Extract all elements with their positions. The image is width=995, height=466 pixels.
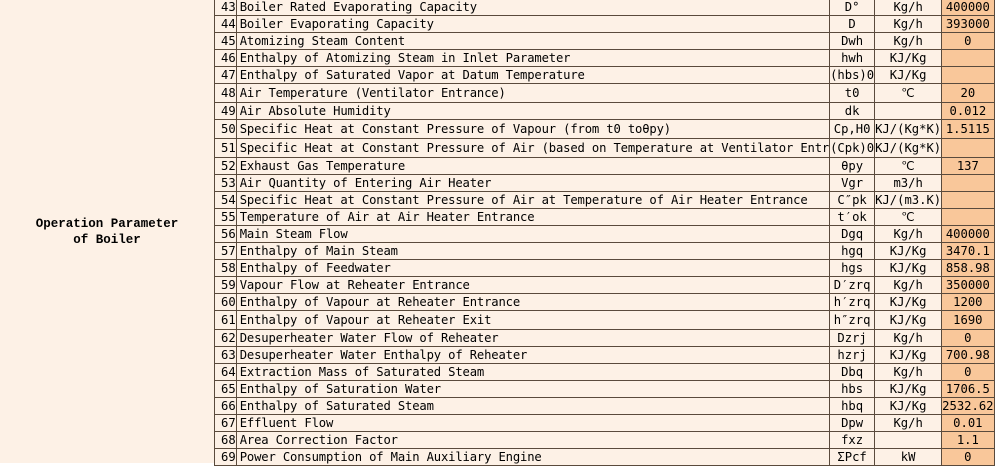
parameter-name-cell[interactable]: Exhaust Gas Temperature (236, 158, 829, 175)
value-cell[interactable]: 1.1 (942, 432, 994, 449)
symbol-cell[interactable]: Dzrj (830, 330, 875, 347)
unit-cell[interactable]: KJ/Kg (875, 243, 942, 260)
parameter-name-cell[interactable]: Desuperheater Water Flow of Reheater (236, 330, 829, 347)
table-row (215, 158, 995, 175)
symbol-cell[interactable]: Dwh (830, 33, 875, 50)
row-number-cell[interactable]: 60 (215, 294, 237, 311)
symbol-cell[interactable]: hgs (830, 260, 875, 277)
row-number-cell[interactable]: 49 (215, 103, 237, 120)
row-number-cell[interactable]: 64 (215, 364, 237, 381)
table-row (215, 260, 995, 277)
unit-cell[interactable]: ℃ (875, 84, 942, 103)
value-cell[interactable] (942, 139, 994, 158)
symbol-cell[interactable]: (Cpk)0 (830, 139, 875, 158)
value-cell[interactable]: 0 (942, 364, 994, 381)
row-number-cell[interactable]: 45 (215, 33, 237, 50)
symbol-cell[interactable]: D′zrq (830, 277, 875, 294)
parameter-name-cell[interactable]: Enthalpy of Feedwater (236, 260, 829, 277)
parameter-name-cell[interactable]: Air Absolute Humidity (236, 103, 829, 120)
row-number-cell[interactable]: 63 (215, 347, 237, 364)
symbol-cell[interactable]: hzrj (830, 347, 875, 364)
table-row (215, 16, 995, 33)
row-number-cell[interactable]: 55 (215, 209, 237, 226)
table-row (215, 294, 995, 311)
table-row (215, 330, 995, 347)
unit-cell[interactable]: Kg/h (875, 226, 942, 243)
row-number-cell[interactable]: 52 (215, 158, 237, 175)
table-row (215, 347, 995, 364)
parameter-name-cell[interactable]: Atomizing Steam Content (236, 33, 829, 50)
parameter-name-cell[interactable]: Enthalpy of Saturated Steam (236, 398, 829, 415)
parameter-name-cell[interactable]: Enthalpy of Saturated Vapor at Datum Temperature (236, 67, 829, 84)
row-number-cell[interactable]: 58 (215, 260, 237, 277)
value-cell[interactable] (942, 175, 994, 192)
unit-cell[interactable]: Kg/h (875, 16, 942, 33)
value-cell[interactable]: 400000 (942, 226, 994, 243)
unit-cell[interactable]: Kg/h (875, 415, 942, 432)
unit-cell[interactable]: KJ/Kg (875, 294, 942, 311)
parameter-table (214, 0, 995, 466)
parameter-name-cell[interactable]: Desuperheater Water Enthalpy of Reheater (236, 347, 829, 364)
unit-cell[interactable]: KJ/Kg (875, 381, 942, 398)
table-row (215, 277, 995, 294)
unit-cell[interactable]: KJ/(Kg*K) (875, 139, 942, 158)
unit-cell[interactable]: KJ/Kg (875, 347, 942, 364)
value-cell[interactable]: 1706.5 (942, 381, 994, 398)
group-cell[interactable] (0, 0, 215, 463)
symbol-cell[interactable]: Dpw (830, 415, 875, 432)
row-number-cell[interactable]: 67 (215, 415, 237, 432)
value-cell[interactable]: 0.012 (942, 103, 994, 120)
symbol-cell[interactable]: hbs (830, 381, 875, 398)
unit-cell[interactable] (875, 103, 942, 120)
unit-cell[interactable]: KJ/(m3.K) (875, 192, 942, 207)
table-row (215, 364, 995, 381)
row-number-cell[interactable]: 59 (215, 277, 237, 294)
unit-cell[interactable]: ℃ (875, 158, 942, 175)
symbol-cell[interactable]: Dgq (830, 226, 875, 243)
symbol-cell[interactable]: ΣPcf (830, 449, 875, 466)
value-cell[interactable]: 0 (942, 449, 994, 466)
value-cell[interactable]: 393000 (942, 16, 994, 33)
table-row (215, 311, 995, 330)
row-number-cell[interactable]: 66 (215, 398, 237, 415)
value-cell[interactable]: 350000 (942, 277, 994, 294)
symbol-cell[interactable]: D (830, 16, 875, 33)
parameter-name-cell[interactable]: Enthalpy of Saturation Water (236, 381, 829, 398)
row-number-cell[interactable]: 46 (215, 50, 237, 67)
row-number-cell[interactable]: 43 (215, 0, 237, 16)
symbol-cell[interactable]: θpy (830, 158, 875, 175)
unit-cell[interactable]: KJ/Kg (875, 398, 942, 415)
row-number-cell[interactable]: 68 (215, 432, 237, 449)
unit-cell[interactable]: Kg/h (875, 364, 942, 381)
row-number-cell[interactable]: 65 (215, 381, 237, 398)
unit-cell[interactable]: Kg/h (875, 0, 942, 16)
parameter-name-cell[interactable]: Boiler Rated Evaporating Capacity (236, 0, 829, 16)
parameter-name-cell[interactable]: Vapour Flow at Reheater Entrance (236, 277, 829, 294)
value-cell[interactable]: 1690 (942, 311, 994, 330)
unit-cell[interactable]: KJ/Kg (875, 67, 942, 84)
parameter-name-cell[interactable]: Temperature of Air at Air Heater Entrance (236, 209, 829, 226)
value-cell[interactable] (942, 67, 994, 84)
table-row (215, 226, 995, 243)
parameter-name-cell[interactable]: Boiler Evaporating Capacity (236, 16, 829, 33)
value-cell[interactable] (942, 209, 994, 226)
row-number-cell[interactable]: 54 (215, 192, 237, 209)
parameter-name-cell[interactable]: Specific Heat at Constant Pressure of Air (based on Temperature at Ventilator Entr (236, 139, 829, 158)
value-cell[interactable]: 0.01 (942, 415, 994, 432)
unit-cell[interactable]: KJ/Kg (875, 311, 942, 330)
table-row (215, 243, 995, 260)
parameter-name-cell[interactable]: Main Steam Flow (236, 226, 829, 243)
table-row (215, 398, 995, 415)
value-cell[interactable]: 20 (942, 84, 994, 103)
symbol-cell[interactable]: hbq (830, 398, 875, 415)
unit-cell[interactable]: KJ/Kg (875, 50, 942, 67)
value-cell[interactable]: 0 (942, 330, 994, 347)
value-cell[interactable]: 700.98 (942, 347, 994, 364)
table-row (215, 50, 995, 67)
symbol-cell[interactable]: t0 (830, 84, 875, 103)
unit-cell[interactable]: ℃ (875, 209, 942, 226)
table-row (215, 139, 995, 158)
unit-cell[interactable]: kW (875, 449, 942, 466)
table-row (215, 67, 995, 84)
symbol-cell[interactable]: Cp,H0 (830, 120, 875, 139)
symbol-cell[interactable]: fxz (830, 432, 875, 449)
group-label: Operation Parameter of Boiler (35, 216, 179, 247)
unit-cell[interactable]: Kg/h (875, 33, 942, 50)
row-number-cell[interactable]: 56 (215, 226, 237, 243)
symbol-cell[interactable]: hwh (830, 50, 875, 67)
value-cell[interactable]: 400000 (942, 0, 994, 16)
row-number-cell[interactable]: 69 (215, 449, 237, 466)
parameter-name-cell[interactable]: Enthalpy of Vapour at Reheater Entrance (236, 294, 829, 311)
parameter-name-cell[interactable]: Extraction Mass of Saturated Steam (236, 364, 829, 381)
unit-cell[interactable]: KJ/Kg (875, 260, 942, 277)
value-cell[interactable] (942, 50, 994, 67)
parameter-name-cell[interactable]: Specific Heat at Constant Pressure of Air at Temperature of Air Heater Entrance (236, 192, 829, 209)
row-number-cell[interactable]: 50 (215, 120, 237, 139)
parameter-name-cell[interactable]: Enthalpy of Vapour at Reheater Exit (236, 311, 829, 330)
row-number-cell[interactable]: 53 (215, 175, 237, 192)
table-row (215, 33, 995, 50)
parameter-name-cell[interactable]: Area Correction Factor (236, 432, 829, 449)
parameter-name-cell[interactable]: Effluent Flow (236, 415, 829, 432)
symbol-cell[interactable]: hgq (830, 243, 875, 260)
row-number-cell[interactable]: 61 (215, 311, 237, 330)
parameter-name-cell[interactable]: Air Temperature (Ventilator Entrance) (236, 84, 829, 103)
unit-cell[interactable]: Kg/h (875, 330, 942, 347)
table-row (215, 415, 995, 432)
unit-cell[interactable]: m3/h (875, 175, 942, 192)
value-cell[interactable] (942, 192, 994, 209)
row-number-cell[interactable]: 48 (215, 84, 237, 103)
unit-cell[interactable]: KJ/(Kg*K) (875, 120, 942, 139)
value-cell[interactable]: 858.98 (942, 260, 994, 277)
symbol-cell[interactable]: Vgr (830, 175, 875, 192)
parameter-name-cell[interactable]: Enthalpy of Atomizing Steam in Inlet Parameter (236, 50, 829, 67)
symbol-cell[interactable]: D° (830, 0, 875, 16)
unit-cell[interactable] (875, 432, 942, 449)
value-cell[interactable]: 1200 (942, 294, 994, 311)
row-number-cell[interactable]: 47 (215, 67, 237, 84)
symbol-cell[interactable]: (hbs)0 (830, 67, 875, 82)
unit-cell[interactable]: Kg/h (875, 277, 942, 294)
symbol-cell[interactable]: dk (830, 103, 875, 120)
value-cell[interactable]: 1.5115 (942, 120, 994, 139)
symbol-cell[interactable]: Dbq (830, 364, 875, 381)
row-number-cell[interactable]: 44 (215, 16, 237, 33)
table-row (215, 449, 995, 466)
row-number-cell[interactable]: 57 (215, 243, 237, 260)
value-cell[interactable]: 3470.1 (942, 243, 994, 260)
table-row (215, 381, 995, 398)
parameter-name-cell[interactable]: Air Quantity of Entering Air Heater (236, 175, 829, 192)
table-row (215, 209, 995, 226)
value-cell[interactable]: 137 (942, 158, 994, 175)
symbol-cell[interactable]: t′ok (830, 209, 875, 226)
value-cell[interactable]: 0 (942, 33, 994, 50)
row-number-cell[interactable]: 62 (215, 330, 237, 347)
table-row (215, 175, 995, 192)
symbol-cell[interactable]: h′zrq (830, 294, 875, 311)
parameter-name-cell[interactable]: Power Consumption of Main Auxiliary Engine (236, 449, 829, 466)
parameter-name-cell[interactable]: Specific Heat at Constant Pressure of Vapour (from t0 toθpy) (236, 120, 829, 139)
table-row (215, 84, 995, 103)
table-row (215, 432, 995, 449)
row-number-cell[interactable]: 51 (215, 139, 237, 158)
value-cell[interactable]: 2532.62 (942, 398, 994, 413)
table-row (215, 192, 995, 209)
symbol-cell[interactable]: C″pk (830, 192, 875, 209)
table-row (215, 0, 995, 16)
symbol-cell[interactable]: h″zrq (830, 311, 875, 330)
parameter-name-cell[interactable]: Enthalpy of Main Steam (236, 243, 829, 260)
table-row (215, 103, 995, 120)
table-row (215, 120, 995, 139)
